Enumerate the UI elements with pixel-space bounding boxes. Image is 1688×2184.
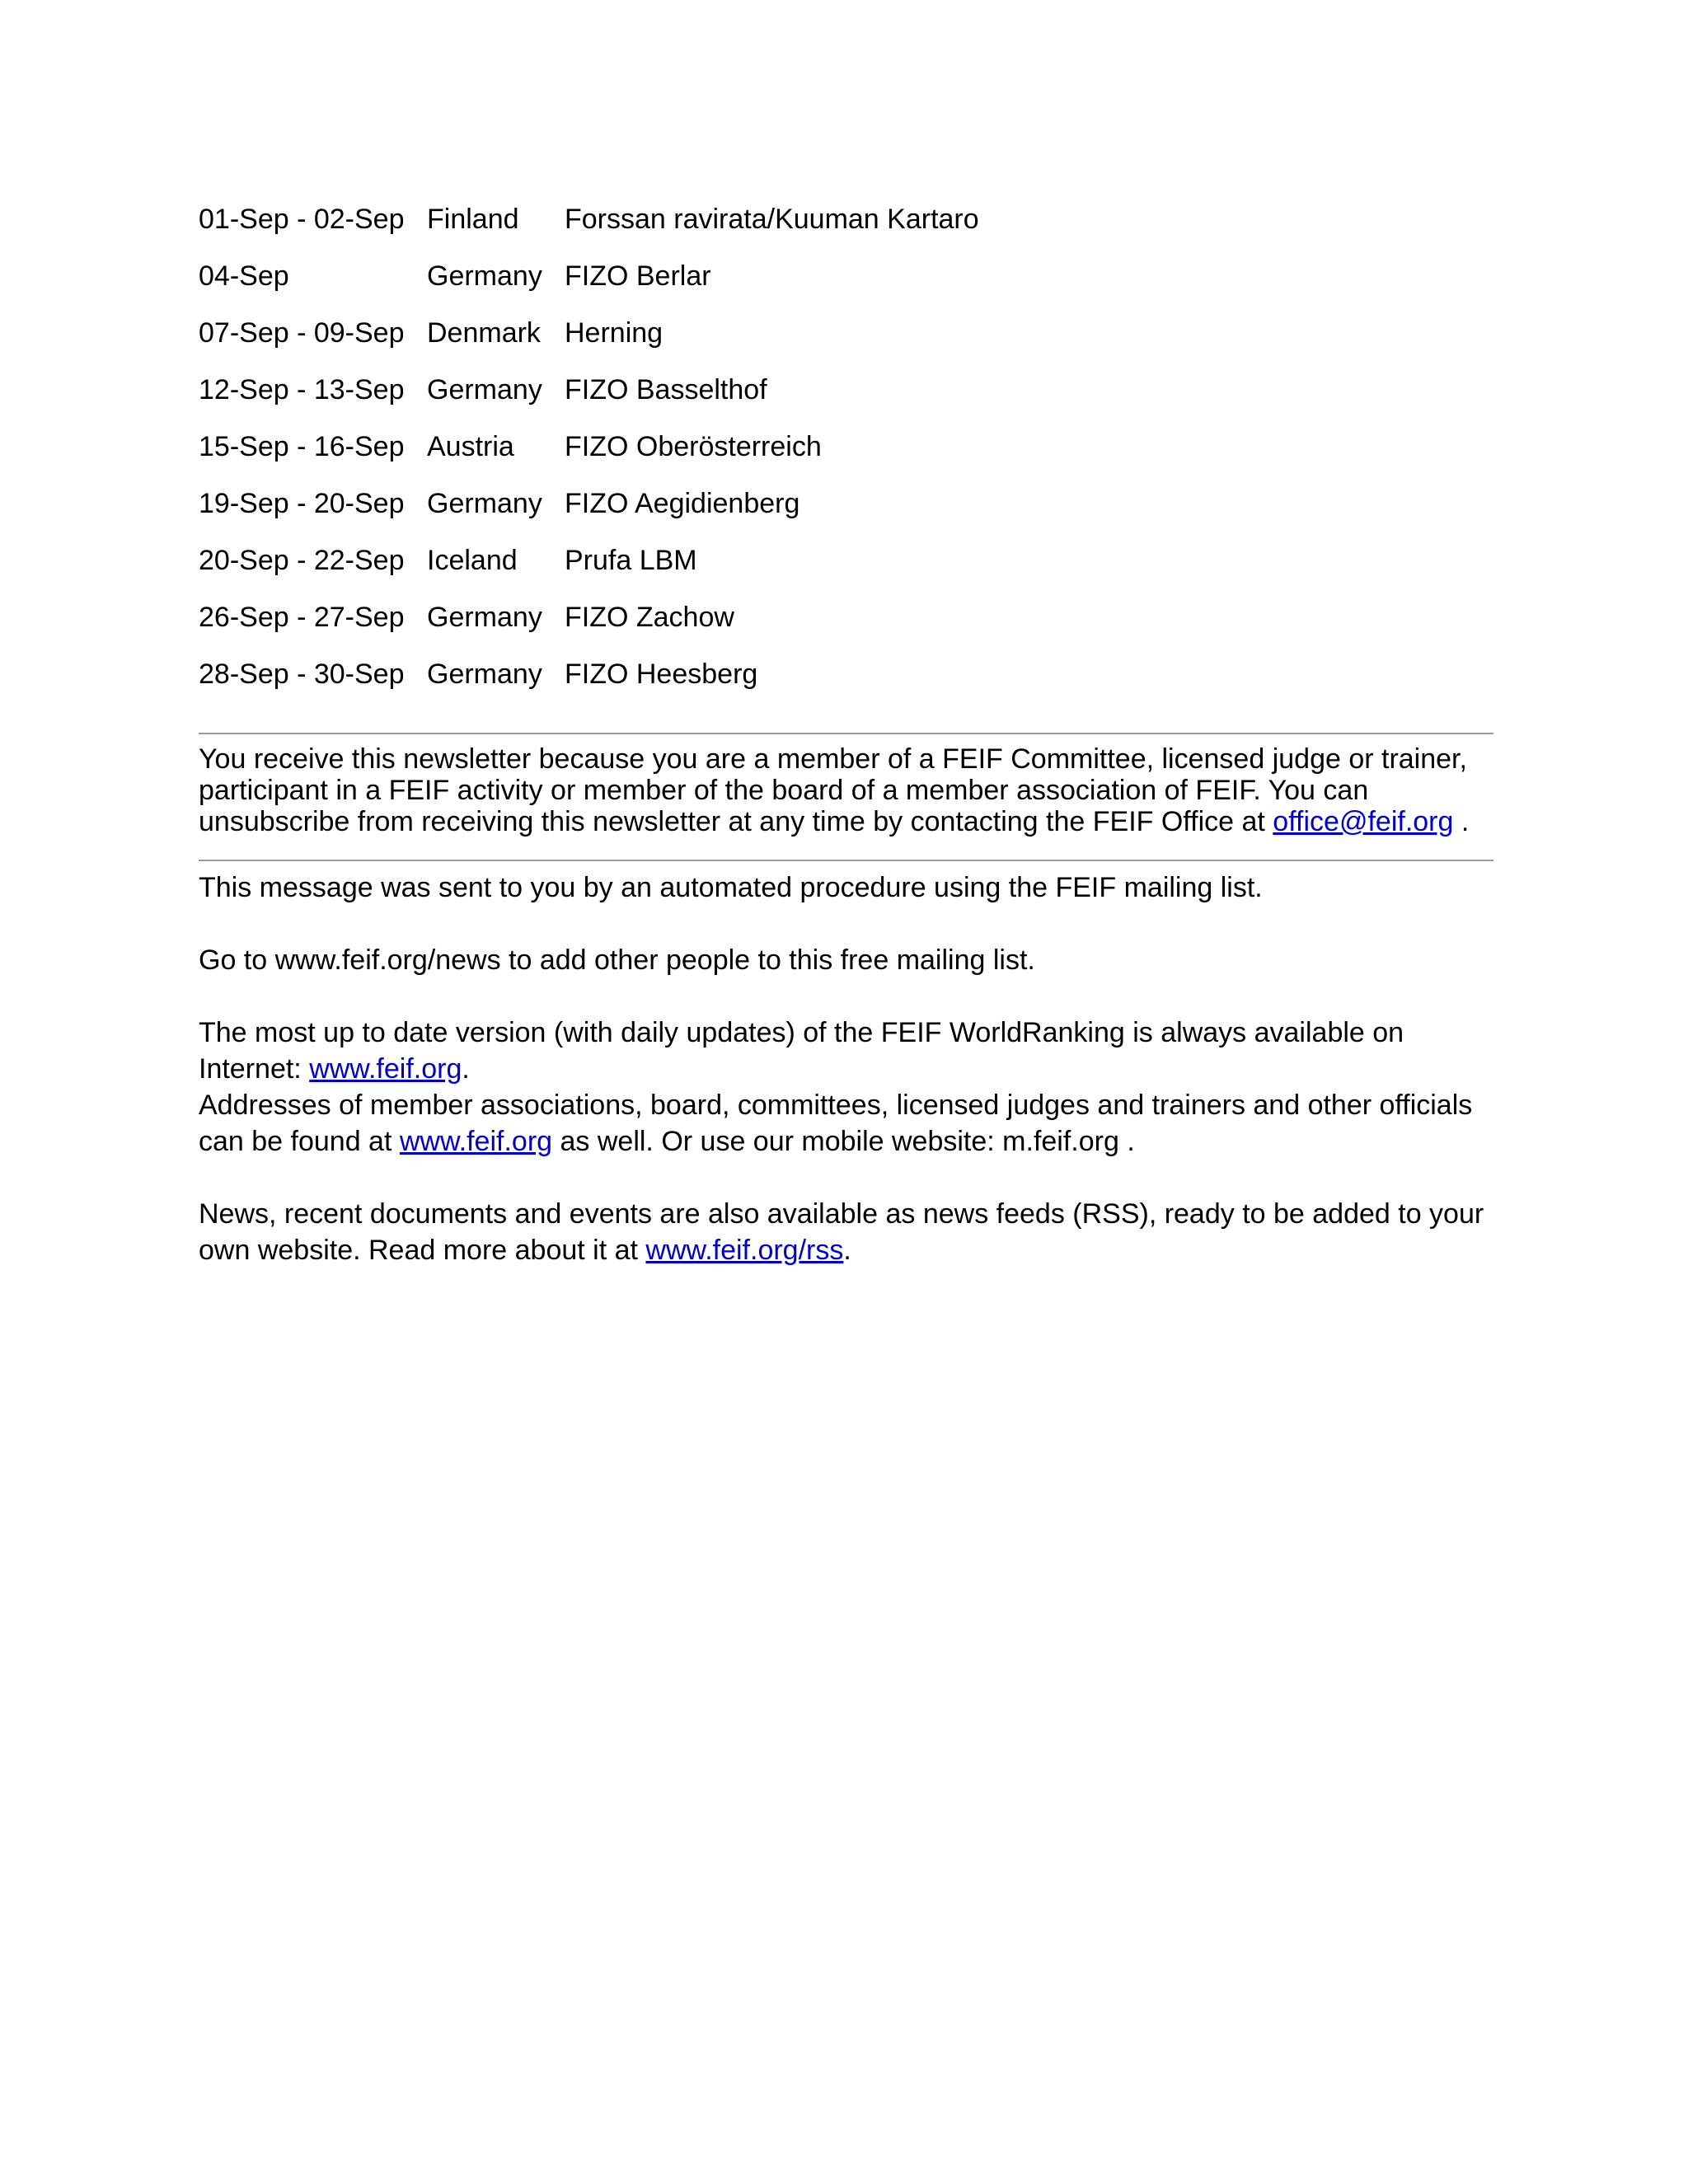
event-date: 19-Sep - 20-Sep [199, 488, 405, 519]
worldranking-info [199, 1015, 1497, 1087]
addresses-text: Addresses of member associations, board, committees, licensed judges and trainers and other officials can be found at [199, 1090, 1473, 1157]
table-row [199, 659, 979, 716]
notice-text-end: . [1453, 806, 1470, 837]
divider-top [199, 733, 1493, 734]
event-country: Germany [427, 260, 542, 292]
event-date: 15-Sep - 16-Sep [199, 431, 405, 462]
event-country: Iceland [427, 545, 518, 576]
addresses-link[interactable]: www.feif.org [399, 1126, 553, 1157]
event-date: 20-Sep - 22-Sep [199, 545, 405, 576]
table-row [199, 546, 979, 602]
table-row [199, 375, 979, 432]
rss-link[interactable]: www.feif.org/rss [645, 1235, 844, 1266]
event-venue: FIZO Aegidienberg [565, 488, 800, 519]
event-venue: FIZO Zachow [565, 602, 734, 633]
event-country: Germany [427, 602, 542, 633]
worldranking-link[interactable]: www.feif.org [309, 1053, 462, 1085]
event-venue: FIZO Basselthof [565, 374, 767, 405]
event-country: Germany [427, 658, 542, 690]
office-email-link[interactable]: office@feif.org [1273, 806, 1454, 837]
event-date: 04-Sep [199, 260, 289, 292]
divider-bottom [199, 860, 1493, 861]
worldranking-end: . [462, 1053, 470, 1085]
event-country: Finland [427, 204, 519, 235]
event-venue: FIZO Heesberg [565, 658, 758, 690]
mailing-list-info: Go to www.feif.org/news to add other people to this free mailing list. [199, 944, 1035, 976]
table-row [199, 602, 979, 659]
table-row [199, 261, 979, 318]
event-date: 26-Sep - 27-Sep [199, 602, 405, 633]
footer-info [199, 869, 1497, 1305]
worldranking-text: The most up to date version (with daily updates) of the FEIF WorldRanking is always available on Internet: [199, 1017, 1404, 1085]
automated-message: This message was sent to you by an automated procedure using the FEIF mailing list. [199, 872, 1263, 903]
rss-text: News, recent documents and events are also available as news feeds (RSS), ready to be added to your own website. Read more about it at [199, 1198, 1484, 1266]
event-venue: Forssan ravirata/Kuuman Kartaro [565, 204, 979, 235]
event-date: 12-Sep - 13-Sep [199, 374, 405, 405]
table-row [199, 318, 979, 375]
table-row [199, 432, 979, 489]
table-row [199, 489, 979, 546]
event-country: Denmark [427, 317, 541, 349]
addresses-info [199, 1087, 1497, 1160]
event-date: 07-Sep - 09-Sep [199, 317, 405, 349]
event-venue: Herning [565, 317, 663, 349]
event-country: Germany [427, 488, 542, 519]
event-venue: Prufa LBM [565, 545, 697, 576]
event-date: 01-Sep - 02-Sep [199, 204, 405, 235]
notice-text: You receive this newsletter because you are a member of a FEIF Committee, licensed judge or trainer, participant in a FEIF activity or member of the board of a member association of FEIF. You can unsubscribe from receiving this newsletter at any time by contacting the FEIF Office at [199, 743, 1467, 837]
event-date: 28-Sep - 30-Sep [199, 658, 405, 690]
event-venue: FIZO Oberösterreich [565, 431, 822, 462]
event-country: Germany [427, 374, 542, 405]
event-venue: FIZO Berlar [565, 260, 711, 292]
rss-info [199, 1196, 1497, 1268]
subscription-notice [199, 743, 1497, 837]
events-table [199, 204, 979, 716]
addresses-end: as well. Or use our mobile website: m.feif.org . [552, 1126, 1135, 1157]
rss-end: . [843, 1235, 851, 1266]
table-row [199, 204, 979, 261]
event-country: Austria [427, 431, 514, 462]
